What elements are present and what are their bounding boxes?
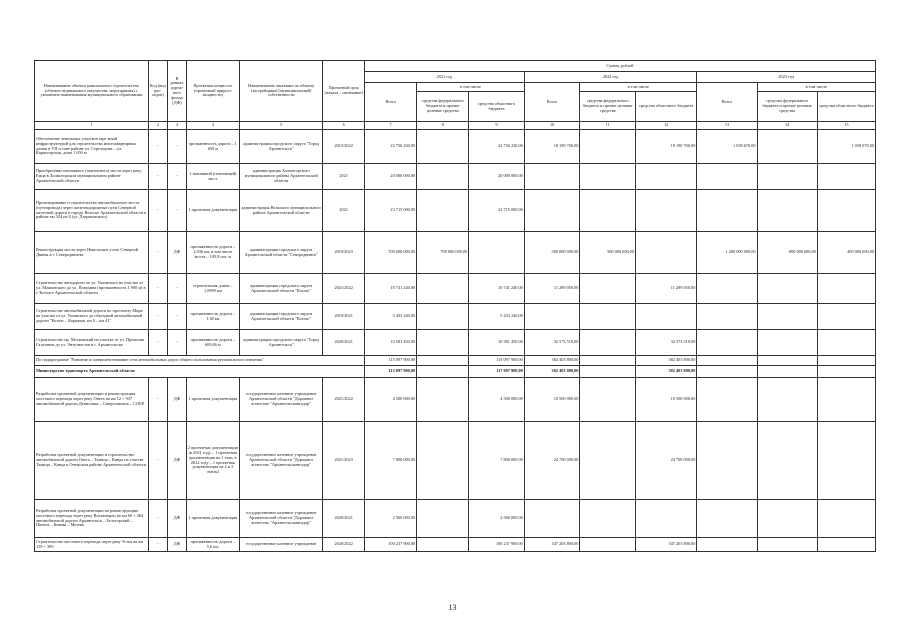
- subtotal-row: [35, 356, 876, 366]
- table-row: [35, 130, 876, 164]
- total-2021-cell: 2 560 000,00: [365, 500, 417, 538]
- customer-cell: государственное казенное учреждение Архангельской области "Дорожное агентство "Архангельскавтодор": [239, 500, 322, 538]
- total-2023-cell: [697, 422, 757, 500]
- total-2021-cell: 700 000 000,00: [365, 232, 417, 274]
- obl-2023-header: средства областного бюджета: [817, 92, 875, 122]
- total-2023-cell: [697, 378, 757, 422]
- total-2022-cell: 24 700 000,00: [524, 422, 580, 500]
- summary-body: [35, 356, 876, 378]
- incl-2023-header: в том числе: [757, 83, 875, 92]
- total-2022-header: Всего: [524, 83, 580, 122]
- obl-2021-cell: 22 756 230,00: [469, 130, 525, 164]
- column-number-cell: 12: [635, 122, 696, 130]
- total-2021-cell: 10 581 450,00: [365, 330, 417, 356]
- total-2021-header: Всего: [365, 83, 417, 122]
- obl-2022-cell: [635, 164, 696, 190]
- object-name-cell: Разработка проектной документации на реконструкцию мостового перехода через реку Вохтаморец на км 60 + 364 автомобильной дороги Архангельск – Белогорский – Пинега – Кимжа – Мезень: [35, 500, 149, 538]
- fed-2022-cell: 500 000 000,00: [580, 232, 636, 274]
- subtotal-2021-total: 115 097 900,00: [365, 356, 417, 366]
- fed-2023-cell: [757, 330, 817, 356]
- term-cell: 2021/2022: [323, 274, 365, 304]
- obl-2023-cell: [817, 500, 875, 538]
- obl-2023-cell: [817, 274, 875, 304]
- total-2021-cell: 5 433 240,00: [365, 304, 417, 330]
- term-cell: 2020/2021: [323, 500, 365, 538]
- obl-2023-cell: [817, 378, 875, 422]
- section-2021-total: 115 097 900,00: [365, 366, 417, 378]
- incl-2022-header: в том числе: [580, 83, 697, 92]
- customer-cell: администрация городского округа Архангельской области "Котлас": [239, 274, 322, 304]
- column-number-cell: 8: [417, 122, 469, 130]
- table-row: [35, 500, 876, 538]
- table-body-2: [35, 378, 876, 552]
- fed-2022-cell: [580, 130, 636, 164]
- total-2023-cell: 1 200 000 000,00: [697, 232, 757, 274]
- subtotal-2021-obl: 115 097 900,00: [469, 356, 525, 366]
- fed-2022-cell: [580, 330, 636, 356]
- fed-2023-header: средства федерального бюджета и прочие целевые средства: [757, 92, 817, 122]
- capacity-cell: протяженность дороги – 1,38 км: [186, 304, 239, 330]
- obl-2021-cell: 5 433 240,00: [469, 304, 525, 330]
- term-cell: 2021: [323, 190, 365, 232]
- fed-2022-cell: [580, 304, 636, 330]
- total-2021-cell: 7 800 000,00: [365, 422, 417, 500]
- column-number-cell: 14: [757, 122, 817, 130]
- term-cell: 2021: [323, 164, 365, 190]
- object-name-cell: Реконструкция моста через Никольское устье Северной Двины в г. Северодвинске: [35, 232, 149, 274]
- term-cell: 2019/2023: [323, 232, 365, 274]
- fed-2023-cell: [757, 274, 817, 304]
- customer-cell: администрация Вельского муниципального района Архангельской области: [239, 190, 322, 232]
- table-row: [35, 274, 876, 304]
- section-2021-obl: 117 097 900,00: [469, 366, 525, 378]
- obl-2022-cell: 24 700 000,00: [635, 422, 696, 500]
- expense-code-cell: -: [148, 330, 168, 356]
- road-fund-cell: ДФ: [168, 378, 187, 422]
- fed-2022-cell: [580, 274, 636, 304]
- obl-2021-cell: 100 237 900,00: [469, 538, 525, 552]
- customer-cell: государственное казенное учреждение Архангельской области "Дорожное агентство "Архангельскавтодор": [239, 422, 322, 500]
- table-row: [35, 330, 876, 356]
- total-2023-cell: [697, 500, 757, 538]
- expense-code-cell: -: [148, 232, 168, 274]
- obl-2023-cell: 400 000 000,00: [817, 232, 875, 274]
- obl-2022-cell: [635, 190, 696, 232]
- obl-2021-cell: 20 000 000,00: [469, 164, 525, 190]
- road-fund-cell: -: [168, 330, 187, 356]
- total-2023-cell: [697, 304, 757, 330]
- total-2023-cell: [697, 164, 757, 190]
- capacity-cell: протяженность дороги – 1 650 м: [186, 130, 239, 164]
- fed-2021-cell: [417, 274, 469, 304]
- col-name-header: Наименование объекта капитального строительства (объекта недвижимого имущества, мероприятия) с указанием наименования муниципального образования: [35, 61, 149, 122]
- road-fund-cell: ДФ: [168, 422, 187, 500]
- total-2023-cell: [697, 190, 757, 232]
- obl-2023-cell: [817, 538, 875, 552]
- table-row: [35, 164, 876, 190]
- year-2021-header: 2021 год: [365, 72, 525, 83]
- fed-2022-cell: [580, 190, 636, 232]
- capacity-cell: протяженность дороги – 609,06 м: [186, 330, 239, 356]
- capacity-cell: протяженность дороги – 2,936 км, в том числе моста – 185,8 пог. м: [186, 232, 239, 274]
- term-cell: 2021/2022: [323, 378, 365, 422]
- object-name-cell: Строительство автодороги по ул. Ушинского на участке от ул. Маяковского до ул. Поведина (протяженность 1 900 м) в г. Котласе Архангельской области: [35, 274, 149, 304]
- total-2022-cell: 18 190 700,00: [524, 130, 580, 164]
- column-number-cell: 1: [35, 122, 149, 130]
- col-term-header: Проектный срок (начала – окончание): [323, 61, 365, 122]
- obl-2021-cell: 10 741 240,00: [469, 274, 525, 304]
- section-2022-total: 382 403 800,00: [524, 366, 580, 378]
- object-name-cell: Строительство пр. Московский на участке от ул. Прокопия Галушина до ул. Энтузиастов в г. Архангельске: [35, 330, 149, 356]
- fed-2021-cell: [417, 422, 469, 500]
- obl-2023-cell: [817, 190, 875, 232]
- capacity-cell: 1 наплавной (понтонный) мост: [186, 164, 239, 190]
- column-number-cell: 6: [323, 122, 365, 130]
- fed-2021-cell: [417, 304, 469, 330]
- obl-2023-cell: [817, 422, 875, 500]
- object-name-cell: Приобретение наплавного (понтонного) моста через реку Емца в Холмогорском муниципальном районе Архангельской области: [35, 164, 149, 190]
- customer-cell: администрация городского округа Архангельской области "Северодвинск": [239, 232, 322, 274]
- obl-2021-cell: 23 715 000,00: [469, 190, 525, 232]
- fed-2023-cell: [757, 538, 817, 552]
- year-2023-header: 2023 год: [697, 72, 876, 83]
- fed-2022-header: средства федерального бюджета и прочие целевые средства: [580, 92, 636, 122]
- road-fund-cell: -: [168, 304, 187, 330]
- col-capacity-header: Проектная мощность (проектный прирост мощности): [186, 61, 239, 122]
- fed-2023-cell: [757, 500, 817, 538]
- incl-2021-header: в том числе: [417, 83, 525, 92]
- section-2022-obl: 382 403 800,00: [635, 366, 696, 378]
- expense-code-cell: -: [148, 130, 168, 164]
- column-number-cell: 7: [365, 122, 417, 130]
- column-number-row: [35, 122, 876, 130]
- column-number-cell: 2: [148, 122, 168, 130]
- col-customer-header: Наименование заказчика по объекту (застройщика) (муниципальный) собственности: [239, 61, 322, 122]
- total-2021-cell: 22 756 230,00: [365, 130, 417, 164]
- table-row: [35, 190, 876, 232]
- fed-2021-cell: [417, 164, 469, 190]
- term-cell: 2021/2023: [323, 422, 365, 500]
- obl-2023-cell: 1 038 670,00: [817, 130, 875, 164]
- term-cell: 2019/2021: [323, 304, 365, 330]
- fed-2023-cell: [757, 130, 817, 164]
- total-2021-cell: 4 500 000,00: [365, 378, 417, 422]
- obl-2022-cell: 347 203 800,00: [635, 538, 696, 552]
- obl-2022-cell: 10 500 000,00: [635, 378, 696, 422]
- fed-2022-cell: [580, 164, 636, 190]
- obl-2021-cell: [469, 232, 525, 274]
- total-2022-cell: [524, 164, 580, 190]
- object-name-cell: Строительство автомобильной дороги по проспекту Мира на участке от ул. Ушинского до объездной автомобильной дороги "Котлас – Коряжма, км 0 – км 41": [35, 304, 149, 330]
- customer-cell: государственное казенное учреждение Архангельской области "Дорожное агентство "Архангельскавтодор": [239, 378, 322, 422]
- object-name-cell: Проектирование и строительство автомобильного моста (путепровода) через железнодорожные пути Северной железной дороги в городе Вельске Архангельской области в районе км 324 пк 8 (ул. Дзержинского): [35, 190, 149, 232]
- total-2022-cell: 11 289 050,00: [524, 274, 580, 304]
- capacity-cell: 1 проектная документация: [186, 190, 239, 232]
- fed-2023-cell: [757, 378, 817, 422]
- col-fund-header: В рамках дорож- ного фонда (ДФ): [168, 61, 187, 122]
- document-body: [34, 60, 876, 552]
- total-2022-cell: [524, 190, 580, 232]
- obl-2023-cell: [817, 164, 875, 190]
- capacity-cell: 2 проектных документации (в 2021 году – 1 проектная документация на 1 этап, в 2022 году – 1 проектная документация на 2 и 3 этапы): [186, 422, 239, 500]
- total-2023-cell: [697, 274, 757, 304]
- fed-2021-cell: 700 000 000,00: [417, 232, 469, 274]
- fed-2022-cell: [580, 500, 636, 538]
- fed-2021-cell: [417, 330, 469, 356]
- table-row: [35, 378, 876, 422]
- fed-2023-cell: [757, 190, 817, 232]
- capacity-cell: 1 проектная документация: [186, 500, 239, 538]
- column-number-cell: 11: [580, 122, 636, 130]
- total-2022-cell: 347 203 800,00: [524, 538, 580, 552]
- expense-code-cell: -: [148, 378, 168, 422]
- fed-2023-cell: [757, 164, 817, 190]
- total-2021-cell: 23 715 000,00: [365, 190, 417, 232]
- column-number-cell: 4: [186, 122, 239, 130]
- column-number-cell: 9: [469, 122, 525, 130]
- table-row: [35, 422, 876, 500]
- column-number-cell: 15: [817, 122, 875, 130]
- column-number-cell: 10: [524, 122, 580, 130]
- expense-code-cell: -: [148, 164, 168, 190]
- col-code-header: Код (вид рас- ходов): [148, 61, 168, 122]
- section-row: [35, 366, 876, 378]
- page-number: 13: [448, 603, 457, 612]
- obl-2022-cell: 32 573 510,00: [635, 330, 696, 356]
- column-number-cell: 5: [239, 122, 322, 130]
- customer-cell: государственное казенное учреждение: [239, 538, 322, 552]
- fed-2022-cell: [580, 378, 636, 422]
- total-2023-cell: [697, 330, 757, 356]
- object-name-cell: Обеспечение земельных участков заре жной инфраструктурой для строительства многоквартирных домов в УП и тоне районе ул. Стрельцова – ул. Карпогорская, дома 1 650 м: [35, 130, 149, 164]
- obl-2022-cell: 11 289 050,00: [635, 274, 696, 304]
- road-fund-cell: ДФ: [168, 500, 187, 538]
- expense-code-cell: -: [148, 538, 168, 552]
- obl-2022-header: средства областного бюджета: [635, 92, 696, 122]
- obl-2021-cell: 10 581 450,00: [469, 330, 525, 356]
- section-label: Министерство транспорта Архангельской области: [35, 366, 365, 378]
- term-cell: 2020/2021: [323, 330, 365, 356]
- obl-2021-cell: 4 500 000,00: [469, 378, 525, 422]
- fed-2023-cell: 800 000 000,00: [757, 232, 817, 274]
- table-row: [35, 232, 876, 274]
- table-row: [35, 538, 876, 552]
- fed-2023-cell: [757, 422, 817, 500]
- customer-cell: администрация городского округа Архангельской области "Котлас": [239, 304, 322, 330]
- obl-2022-cell: [635, 304, 696, 330]
- total-2022-cell: 500 000 000,00: [524, 232, 580, 274]
- table-row: [35, 304, 876, 330]
- fed-2023-cell: [757, 304, 817, 330]
- road-fund-cell: -: [168, 164, 187, 190]
- investment-table: [34, 60, 876, 552]
- term-cell: 2020/2022: [323, 538, 365, 552]
- customer-cell: администрация городского округа "Город Архангельск": [239, 330, 322, 356]
- year-2022-header: 2022 год: [524, 72, 697, 83]
- road-fund-cell: -: [168, 190, 187, 232]
- expense-code-cell: -: [148, 422, 168, 500]
- total-2021-cell: 10 741 240,00: [365, 274, 417, 304]
- obl-2023-cell: [817, 330, 875, 356]
- road-fund-cell: -: [168, 130, 187, 164]
- sum-header: Сумма, рублей: [365, 61, 876, 72]
- expense-code-cell: -: [148, 500, 168, 538]
- road-fund-cell: ДФ: [168, 232, 187, 274]
- road-fund-cell: ДФ: [168, 538, 187, 552]
- total-2022-cell: 10 500 000,00: [524, 378, 580, 422]
- object-name-cell: Разработка проектной документации и строительство автомобильной дороги Онега – Тамица – Кянда на участке Тамица – Кянда в Онежском районе Архангельской области: [35, 422, 149, 500]
- obl-2023-cell: [817, 304, 875, 330]
- fed-2021-cell: [417, 500, 469, 538]
- fed-2021-header: средства федерального бюджета и прочие целевые средства: [417, 92, 469, 122]
- obl-2022-cell: [635, 232, 696, 274]
- total-2023-cell: 1 038 670,00: [697, 130, 757, 164]
- capacity-cell: 1 проектная документация: [186, 378, 239, 422]
- fed-2021-cell: [417, 130, 469, 164]
- total-2023-cell: [697, 538, 757, 552]
- fed-2021-cell: [417, 378, 469, 422]
- term-cell: 2015/2022: [323, 130, 365, 164]
- customer-cell: администрация городского округа "Город Архангельск": [239, 130, 322, 164]
- total-2021-cell: 100 237 900,00: [365, 538, 417, 552]
- road-fund-cell: -: [168, 274, 187, 304]
- capacity-cell: протяженность дороги – 5,6 км,: [186, 538, 239, 552]
- fed-2022-cell: [580, 422, 636, 500]
- expense-code-cell: -: [148, 304, 168, 330]
- obl-2021-header: средства областного бюджета: [469, 92, 525, 122]
- subtotal-label: По подпрограмме "Развитие и совершенствование сети автомобильных дорог общего пользования регионального значения": [35, 356, 365, 366]
- expense-code-cell: -: [148, 274, 168, 304]
- total-2022-cell: [524, 500, 580, 538]
- column-number-cell: 3: [168, 122, 187, 130]
- customer-cell: администрация Холмогорского муниципального района Архангельской области: [239, 164, 322, 190]
- obl-2021-cell: 2 560 000,00: [469, 500, 525, 538]
- table-body-1: [35, 130, 876, 356]
- subtotal-2022-total: 382 403 800,00: [524, 356, 580, 366]
- fed-2021-cell: [417, 190, 469, 232]
- total-2021-cell: 20 000 000,00: [365, 164, 417, 190]
- object-name-cell: Разработка проектной документации и реконструкция мостового перехода через реку Онега на км 12 + 937 автомобильной дороги Денисовка – Североонежск – СОБР: [35, 378, 149, 422]
- obl-2021-cell: 7 800 000,00: [469, 422, 525, 500]
- expense-code-cell: -: [148, 190, 168, 232]
- total-2022-cell: 32 573 510,00: [524, 330, 580, 356]
- obl-2022-cell: [635, 500, 696, 538]
- column-number-cell: 13: [697, 122, 757, 130]
- object-name-cell: Строительство мостового перехода через реку Устья на км 139 + 399: [35, 538, 149, 552]
- fed-2021-cell: [417, 538, 469, 552]
- obl-2022-cell: 18 190 700,00: [635, 130, 696, 164]
- subtotal-2022-obl: 382 403 800,00: [635, 356, 696, 366]
- total-2022-cell: [524, 304, 580, 330]
- total-2023-header: Всего: [697, 83, 757, 122]
- capacity-cell: строительная длина – 1,8999 км: [186, 274, 239, 304]
- fed-2022-cell: [580, 538, 636, 552]
